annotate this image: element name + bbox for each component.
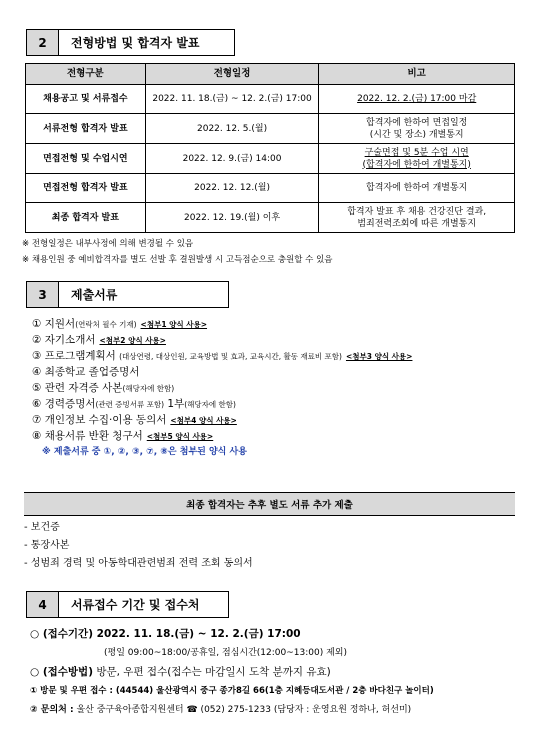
section-title: 전형방법 및 합격자 발표 xyxy=(59,29,235,56)
section-3-header xyxy=(26,281,229,308)
submission-period: ○ (접수기간) 2022. 11. 18.(금) ~ 12. 2.(금) 17:00 xyxy=(30,628,301,640)
section-4-header xyxy=(26,591,229,618)
required-documents-list xyxy=(32,316,412,460)
table-row xyxy=(26,174,515,203)
stage-cell: 면접전형 합격자 발표 xyxy=(26,174,146,203)
submission-info xyxy=(30,625,434,720)
note-cell xyxy=(319,114,515,144)
final-documents-list xyxy=(24,519,253,573)
contact-info: ② 문의처 : 울산 중구육아종합지원센터 ☎ (052) 275-1233 (담당자 : 운영요원 정하나, 허선미) xyxy=(30,705,412,715)
note-line: 구술면접 및 5분 수업 시연 xyxy=(364,147,469,158)
note-cell: 합격자에 한하여 개별통지 xyxy=(319,174,515,203)
table-row xyxy=(26,144,515,174)
list-item: ③ 프로그램계획서 (대상연령, 대상인원, 교육방법 및 효과, 교육시간, 활동 재료비 포함) <첨부3 양식 사용> xyxy=(32,350,413,362)
date-cell: 2022. 12. 19.(월) 이후 xyxy=(145,203,319,233)
section-title: 제출서류 xyxy=(59,281,229,308)
schedule-note: ※ 전형일정은 내부사정에 의해 변경될 수 있음 xyxy=(22,239,194,249)
section-number: 4 xyxy=(26,591,59,618)
list-item: - 성범죄 경력 및 아동학대관련범죄 전력 조회 동의서 xyxy=(24,558,253,569)
final-documents-header: 최종 합격자는 추후 별도 서류 추가 제출 xyxy=(24,492,515,516)
note-line: (합격자에 한하여 개별통지) xyxy=(362,159,471,170)
date-cell: 2022. 12. 9.(금) 14:00 xyxy=(145,144,319,174)
table-row xyxy=(26,85,515,114)
list-item: ① 지원서(연락처 필수 기재) <첨부1 양식 사용> xyxy=(32,318,208,330)
column-header: 전형일정 xyxy=(145,64,319,85)
note-line: 합격자 발표 후 채용 건강진단 결과, xyxy=(347,206,487,217)
note-cell xyxy=(319,85,515,114)
submission-method: ○ (접수방법) 방문, 우편 접수(접수는 마감일시 도착 분까지 유효) xyxy=(30,666,331,678)
table-row xyxy=(26,114,515,144)
list-item: ⑧ 채용서류 반환 청구서 <첨부5 양식 사용> xyxy=(32,430,214,442)
section-number: 2 xyxy=(26,29,59,56)
column-header: 비고 xyxy=(319,64,515,85)
stage-cell: 서류전형 합격자 발표 xyxy=(26,114,146,144)
list-item: ② 자기소개서 <첨부2 양식 사용> xyxy=(32,334,166,346)
note-cell xyxy=(319,144,515,174)
note-line: 2022. 12. 2.(금) 17:00 마감 xyxy=(357,94,477,104)
list-item: ⑥ 경력증명서(관련 증빙서류 포함) 1부(해당자에 한함) xyxy=(32,398,236,410)
date-cell: 2022. 12. 5.(월) xyxy=(145,114,319,144)
stage-cell: 면접전형 및 수업시연 xyxy=(26,144,146,174)
list-item: ④ 최종학교 졸업증명서 xyxy=(32,366,140,378)
section-title: 서류접수 기간 및 접수처 xyxy=(59,591,229,618)
column-header: 전형구분 xyxy=(26,64,146,85)
section-number: 3 xyxy=(26,281,59,308)
documents-note: ※ 제출서류 중 ①, ②, ③, ⑦, ⑧은 첨부된 양식 사용 xyxy=(42,447,247,457)
schedule-table xyxy=(25,63,515,233)
note-cell xyxy=(319,203,515,233)
list-item: ⑤ 관련 자격증 사본(해당자에 한함) xyxy=(32,382,175,394)
date-cell: 2022. 12. 12.(월) xyxy=(145,174,319,203)
schedule-note: ※ 채용인원 중 예비합격자를 별도 선발 후 결원발생 시 고득점순으로 충원할 수 있음 xyxy=(22,255,333,265)
submission-hours: (평일 09:00~18:00/공휴일, 점심시간(12:00~13:00) 제외) xyxy=(104,648,347,658)
section-2-header xyxy=(26,29,235,56)
stage-cell: 채용공고 및 서류접수 xyxy=(26,85,146,114)
table-header-row xyxy=(26,64,515,85)
table-row xyxy=(26,203,515,233)
note-line: 범죄전력조회에 따른 개별통지 xyxy=(357,218,477,229)
note-line: (시간 및 장소) 개별통지 xyxy=(369,129,464,140)
note-line: 합격자에 한하여 면접일정 xyxy=(366,117,468,128)
list-item: - 보건증 xyxy=(24,522,60,533)
submission-address: ① 방문 및 우편 접수 : (44544) 울산광역시 중구 종가8길 66(1층 지혜등대도서관 / 2층 바다친구 놀이터) xyxy=(30,686,434,696)
list-item: - 통장사본 xyxy=(24,540,70,551)
stage-cell: 최종 합격자 발표 xyxy=(26,203,146,233)
list-item: ⑦ 개인정보 수집·이용 동의서 <첨부4 양식 사용> xyxy=(32,414,237,426)
date-cell: 2022. 11. 18.(금) ~ 12. 2.(금) 17:00 xyxy=(145,85,319,114)
